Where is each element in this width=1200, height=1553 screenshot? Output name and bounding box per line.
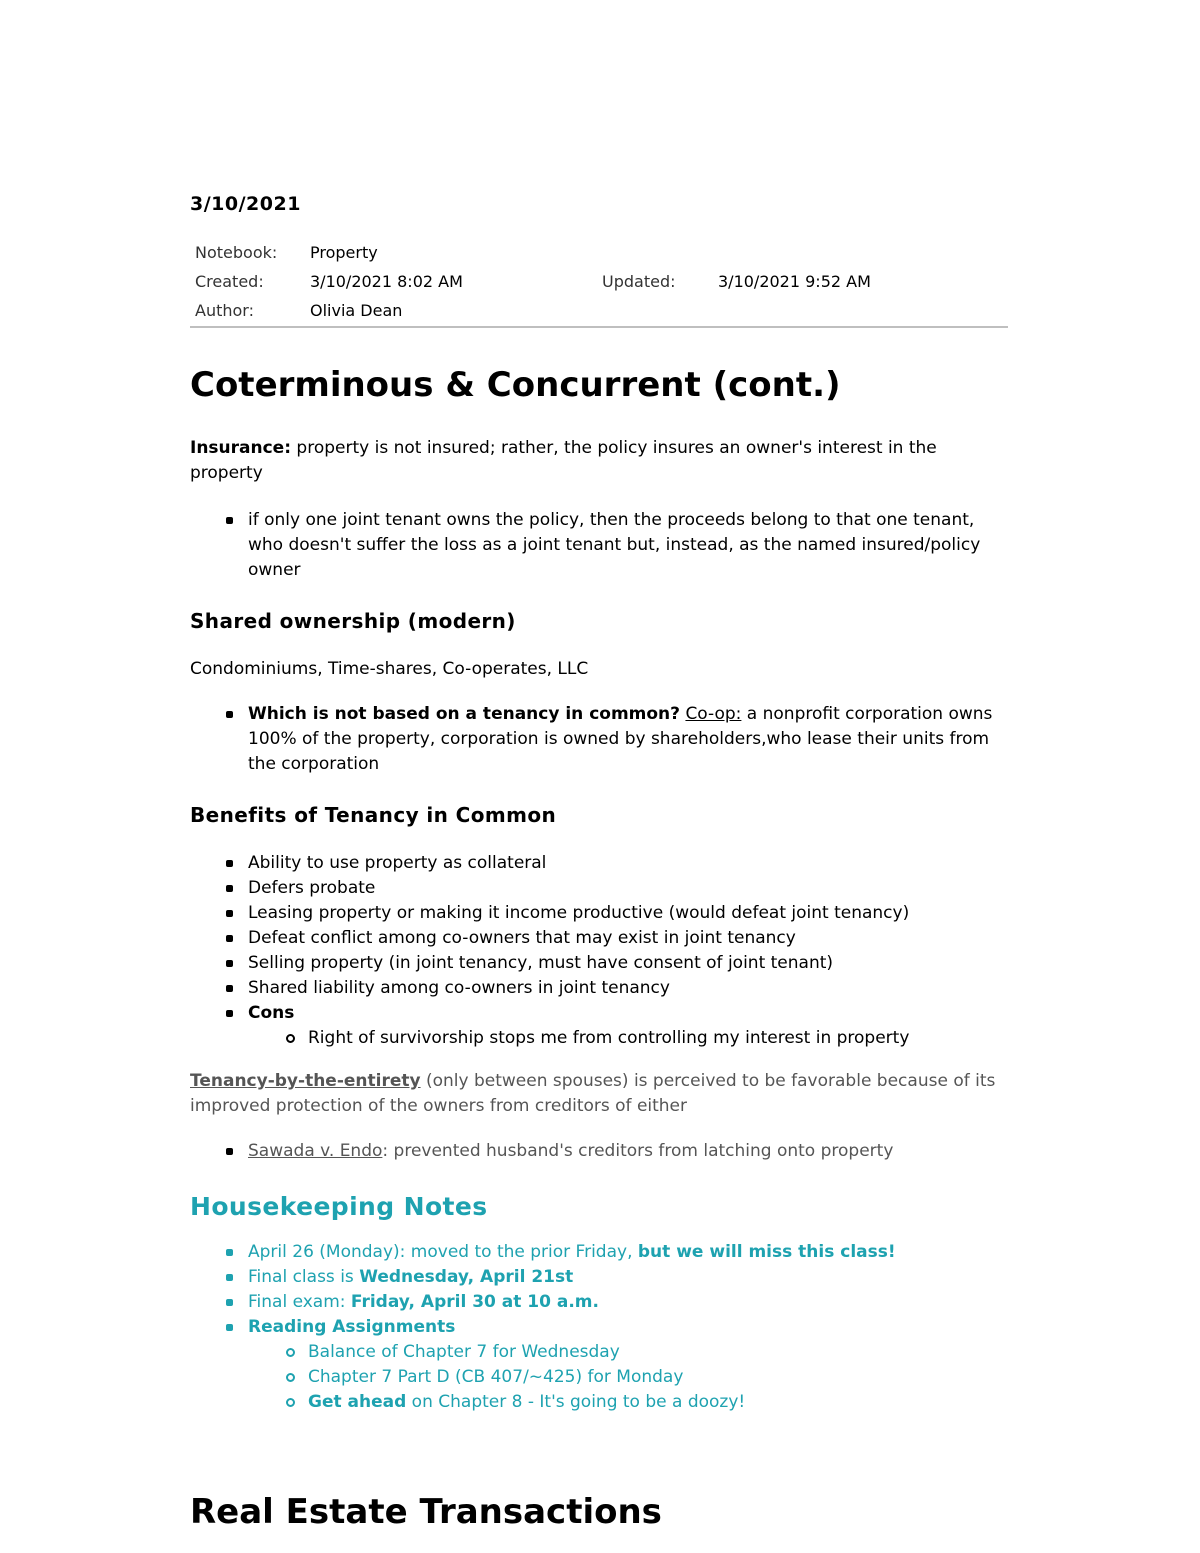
list-item: Balance of Chapter 7 for Wednesday (308, 1340, 1010, 1365)
list-item: if only one joint tenant owns the policy, then the proceeds belong to that one tenant, who doesn't suffer the loss as a joint tenant but, instead, as the named insured/policy owner (248, 508, 1010, 583)
sawada-text: : prevented husband's creditors from latching onto property (382, 1141, 894, 1161)
meta-row-notebook (190, 240, 1010, 269)
author-value: Olivia Dean (310, 301, 403, 320)
coop-question: Which is not based on a tenancy in common? (248, 704, 681, 724)
insurance-text: property is not insured; rather, the policy insures an owner's interest in the property (190, 438, 937, 483)
housekeeping-list (190, 1240, 1010, 1415)
benefits-list (190, 851, 1010, 1051)
metadata-divider (190, 326, 1008, 328)
created-label: Created: (195, 272, 264, 291)
insurance-label: Insurance: (190, 438, 292, 458)
list-item: Selling property (in joint tenancy, must have consent of joint tenant) (248, 951, 1010, 976)
list-item (248, 1001, 1010, 1051)
updated-value: 3/10/2021 9:52 AM (718, 272, 871, 291)
tbe-label: Tenancy-by-the-entirety (190, 1071, 421, 1091)
housekeeping-item2-bold: Wednesday, April 21st (359, 1267, 574, 1287)
list-item (308, 1390, 1010, 1415)
get-ahead-bold: Get ahead (308, 1392, 407, 1412)
section-title-real-estate: Real Estate Transactions (190, 1492, 662, 1532)
list-item: Defers probate (248, 876, 1010, 901)
coop-text: a nonprofit corporation owns 100% of the property, corporation is owned by shareholders,who lease their units from the corporation (248, 704, 993, 774)
meta-row-author (190, 298, 1010, 327)
tbe-block (190, 1069, 1010, 1164)
cons-label: Cons (248, 1003, 295, 1023)
list-item: Ability to use property as collateral (248, 851, 1010, 876)
tbe-list (190, 1139, 1010, 1164)
list-item: Leasing property or making it income productive (would defeat joint tenancy) (248, 901, 1010, 926)
tbe-paragraph (190, 1069, 1010, 1119)
reading-assignments-label: Reading Assignments (248, 1317, 456, 1337)
shared-ownership-text: Condominiums, Time-shares, Co-operates, LLC (190, 659, 589, 679)
tbe-text: (only between spouses) is perceived to be favorable because of its improved protection of the owners from creditors of either (190, 1071, 996, 1116)
section-title-coterminous: Coterminous & Concurrent (cont.) (190, 365, 841, 405)
sawada-case: Sawada v. Endo (248, 1141, 383, 1161)
list-item: Chapter 7 Part D (CB 407/~425) for Monday (308, 1365, 1010, 1390)
reading-sublist (248, 1340, 1010, 1415)
author-label: Author: (195, 301, 254, 320)
list-item: Right of survivorship stops me from controlling my interest in property (308, 1026, 1010, 1051)
cons-sublist (248, 1026, 1010, 1051)
housekeeping-heading: Housekeeping Notes (190, 1192, 488, 1221)
list-item: Shared liability among co-owners in joint tenancy (248, 976, 1010, 1001)
note-date-title: 3/10/2021 (190, 193, 301, 215)
housekeeping-item2-text: Final class is (248, 1267, 360, 1287)
list-item: Defeat conflict among co-owners that may exist in joint tenancy (248, 926, 1010, 951)
note-metadata (190, 240, 1010, 327)
updated-label: Updated: (602, 272, 676, 291)
coop-label: Co-op: (685, 704, 742, 724)
meta-row-dates (190, 269, 1010, 298)
note-content (190, 362, 1010, 1535)
list-item (248, 1139, 1010, 1164)
housekeeping-item1-bold: but we will miss this class! (637, 1242, 896, 1262)
coop-list (190, 702, 1010, 777)
list-item (248, 1265, 1010, 1290)
shared-ownership-heading: Shared ownership (modern) (190, 609, 516, 633)
benefits-heading: Benefits of Tenancy in Common (190, 803, 557, 827)
list-item (248, 1290, 1010, 1315)
housekeeping-item3-bold: Friday, April 30 at 10 a.m. (350, 1292, 599, 1312)
insurance-list (190, 508, 1010, 583)
housekeeping-item3-text: Final exam: (248, 1292, 351, 1312)
created-value: 3/10/2021 8:02 AM (310, 272, 463, 291)
housekeeping-item1-text: April 26 (Monday): moved to the prior Friday, (248, 1242, 638, 1262)
list-item (248, 702, 1010, 777)
notebook-label: Notebook: (195, 243, 278, 262)
list-item (248, 1240, 1010, 1265)
housekeeping-block (190, 1190, 1010, 1415)
insurance-paragraph (190, 436, 1010, 486)
list-item (248, 1315, 1010, 1415)
get-ahead-text: on Chapter 8 - It's going to be a doozy! (406, 1392, 746, 1412)
notebook-value: Property (310, 243, 378, 262)
